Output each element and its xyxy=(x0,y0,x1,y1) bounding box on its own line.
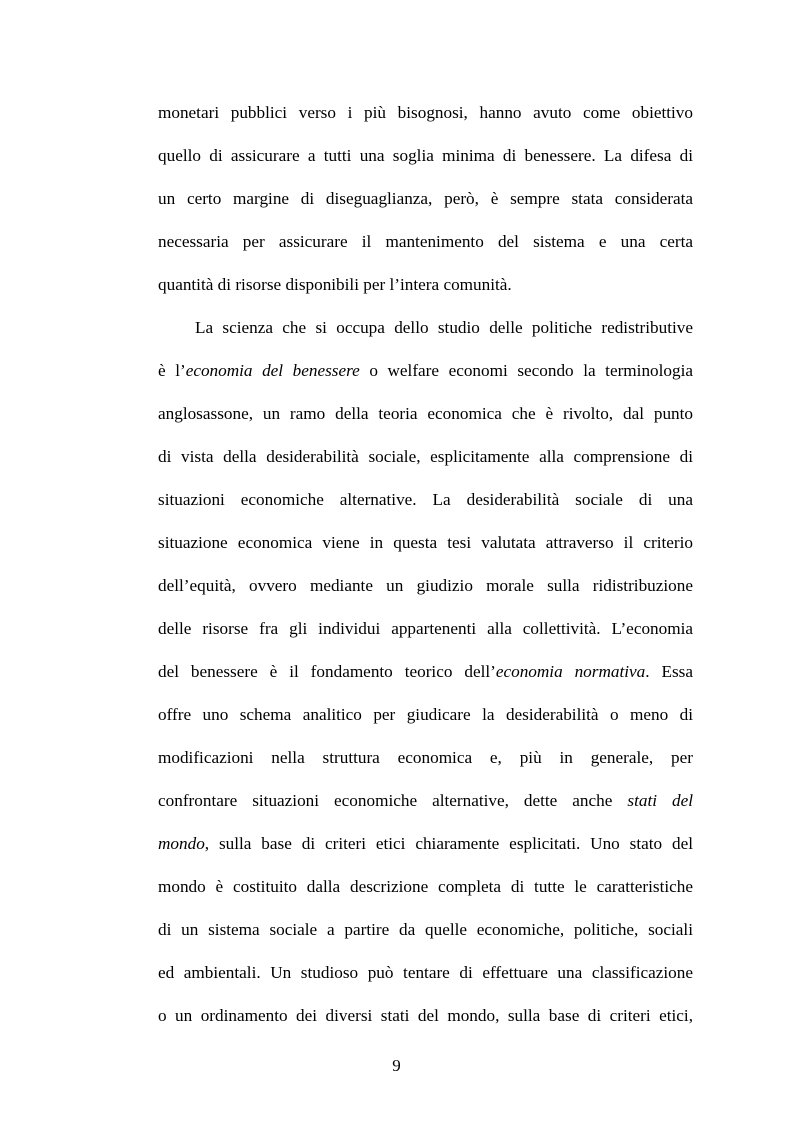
text-line-12 xyxy=(158,564,693,607)
text-segment: . Essa xyxy=(645,662,693,681)
text-line-18 xyxy=(158,822,693,865)
text-line-14 xyxy=(158,650,693,693)
italic-term: mondo xyxy=(158,834,205,853)
text-line-19 xyxy=(158,865,693,908)
text-line-10 xyxy=(158,478,693,521)
italic-term: economia del benessere xyxy=(185,361,360,380)
text-segment: quantità di risorse disponibili per l’intera comunità. xyxy=(158,275,512,294)
text-line-11 xyxy=(158,521,693,564)
text-segment: o welfare economi secondo la terminologia xyxy=(359,361,693,380)
text-line-16 xyxy=(158,736,693,779)
text-line-7 xyxy=(158,349,693,392)
text-line-21 xyxy=(158,951,693,994)
text-segment: modificazioni nella struttura economica e, più in generale, per xyxy=(158,748,693,767)
text-line-8 xyxy=(158,392,693,435)
text-line-6 xyxy=(158,306,693,349)
page-number: 9 xyxy=(392,1056,401,1075)
text-segment: , sulla base di criteri etici chiaramente esplicitati. Uno stato del xyxy=(204,834,693,853)
body-text xyxy=(158,91,693,1037)
text-segment: confrontare situazioni economiche alternative, dette anche xyxy=(158,791,628,810)
text-line-5 xyxy=(158,263,693,306)
text-segment: offre uno schema analitico per giudicare la desiderabilità o meno di xyxy=(158,705,693,724)
text-segment: di vista della desiderabilità sociale, esplicitamente alla comprensione di xyxy=(158,447,693,466)
text-segment: anglosassone, un ramo della teoria economica che è rivolto, dal punto xyxy=(158,404,693,423)
text-segment: situazioni economiche alternative. La desiderabilità sociale di una xyxy=(158,490,693,509)
text-segment: ed ambientali. Un studioso può tentare di effettuare una classificazione xyxy=(158,963,693,982)
text-segment: dell’equità, ovvero mediante un giudizio morale sulla ridistribuzione xyxy=(158,576,693,595)
text-line-4 xyxy=(158,220,693,263)
text-line-15 xyxy=(158,693,693,736)
text-line-20 xyxy=(158,908,693,951)
text-segment: del benessere è il fondamento teorico dell’ xyxy=(158,662,496,681)
italic-term: economia normativa xyxy=(495,662,646,681)
text-line-17 xyxy=(158,779,693,822)
text-line-1 xyxy=(158,91,693,134)
text-segment: situazione economica viene in questa tesi valutata attraverso il criterio xyxy=(158,533,693,552)
text-line-22 xyxy=(158,994,693,1037)
text-segment: o un ordinamento dei diversi stati del mondo, sulla base di criteri etici, xyxy=(158,1006,693,1025)
text-line-3 xyxy=(158,177,693,220)
text-segment: quello di assicurare a tutti una soglia minima di benessere. La difesa di xyxy=(158,146,693,165)
text-segment: mondo è costituito dalla descrizione completa di tutte le caratteristiche xyxy=(158,877,693,896)
text-segment: è l’ xyxy=(158,361,186,380)
text-segment: un certo margine di diseguaglianza, però, è sempre stata considerata xyxy=(158,189,693,208)
text-segment: necessaria per assicurare il mantenimento del sistema e una certa xyxy=(158,232,693,251)
text-segment: La scienza che si occupa dello studio delle politiche redistributive xyxy=(195,318,693,337)
text-segment: monetari pubblici verso i più bisognosi, hanno avuto come obiettivo xyxy=(158,103,693,122)
text-segment: delle risorse fra gli individui appartenenti alla collettività. L’economia xyxy=(158,619,693,638)
text-line-9 xyxy=(158,435,693,478)
text-segment: di un sistema sociale a partire da quelle economiche, politiche, sociali xyxy=(158,920,693,939)
text-line-2 xyxy=(158,134,693,177)
italic-term: stati del xyxy=(627,791,693,810)
text-line-13 xyxy=(158,607,693,650)
